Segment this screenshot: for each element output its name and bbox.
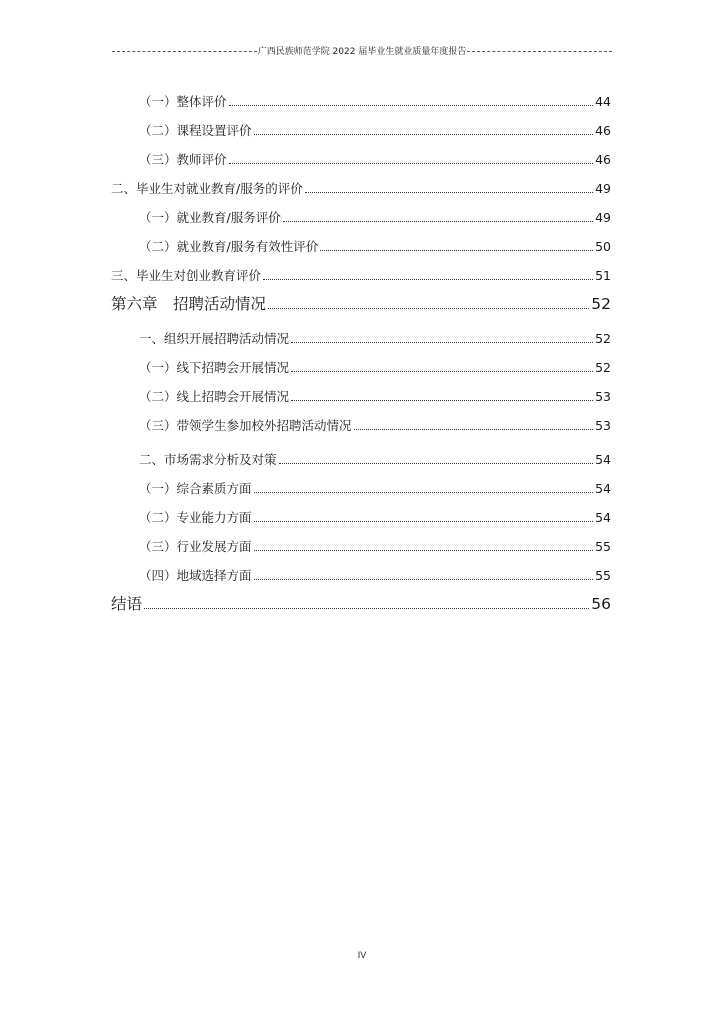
page-number: IV: [357, 950, 367, 960]
toc-entry-label: 第六章 招聘活动情况: [111, 295, 267, 313]
dot-leader: [354, 429, 594, 430]
toc-entry-label: （一）综合素质方面: [139, 481, 252, 496]
dot-leader: [263, 279, 593, 280]
toc-entry[interactable]: [139, 387, 611, 407]
toc-entry-label: （一）线下招聘会开展情况: [139, 360, 290, 375]
toc-entry-label: （二）就业教育/服务有效性评价: [139, 239, 319, 254]
toc-entry-label: （一）就业教育/服务评价: [139, 210, 281, 225]
dot-leader: [229, 105, 594, 106]
dot-leader: [229, 163, 594, 164]
toc-entry[interactable]: [139, 92, 611, 112]
toc-entry-page: 55: [595, 539, 611, 554]
dot-leader: [268, 308, 589, 309]
toc-entry-page: 53: [595, 418, 611, 433]
toc-entry-page: 54: [595, 510, 611, 525]
toc-entry-page: 52: [591, 295, 611, 313]
toc-entry-page: 53: [595, 389, 611, 404]
toc-entry[interactable]: [139, 450, 611, 470]
toc-entry[interactable]: [139, 479, 611, 499]
toc-entry-page: 55: [595, 568, 611, 583]
toc-entry[interactable]: [139, 566, 611, 586]
dot-leader: [254, 579, 594, 580]
toc-entry-label: （一）整体评价: [139, 94, 227, 109]
toc-entry-page: 56: [591, 595, 611, 613]
dot-leader: [291, 371, 593, 372]
toc-entry-label: （二）课程设置评价: [139, 123, 252, 138]
toc-entry-page: 49: [595, 210, 611, 225]
toc-entry[interactable]: [139, 416, 611, 436]
toc-entry-label: （二）线上招聘会开展情况: [139, 389, 290, 404]
toc-entry[interactable]: [139, 121, 611, 141]
dot-leader: [254, 492, 594, 493]
toc-entry-label: 一、组织开展招聘活动情况: [139, 331, 290, 346]
toc-entry-page: 54: [595, 452, 611, 467]
dot-leader: [291, 342, 593, 343]
toc-entry-label: （三）带领学生参加校外招聘活动情况: [139, 418, 352, 433]
toc-entry[interactable]: [139, 358, 611, 378]
toc-entry-label: （四）地域选择方面: [139, 568, 252, 583]
toc-entry[interactable]: [111, 266, 611, 286]
dot-leader: [254, 134, 594, 135]
toc-entry-page: 50: [595, 239, 611, 254]
toc-entry-page: 52: [595, 331, 611, 346]
dot-leader: [305, 192, 593, 193]
toc-entry-label: 结语: [111, 595, 143, 613]
toc-entry[interactable]: [111, 179, 611, 199]
toc-entry-page: 46: [595, 152, 611, 167]
toc-entry[interactable]: [139, 329, 611, 349]
dot-leader: [279, 463, 594, 464]
running-header: [112, 43, 612, 57]
toc-entry-label: （三）行业发展方面: [139, 539, 252, 554]
toc-entry-label: 二、市场需求分析及对策: [139, 452, 277, 467]
toc-chapter-entry[interactable]: [111, 292, 611, 316]
toc-entry-page: 46: [595, 123, 611, 138]
header-rule-left: [112, 51, 257, 52]
toc-entry[interactable]: [139, 150, 611, 170]
toc-entry-page: 54: [595, 481, 611, 496]
toc-entry[interactable]: [139, 508, 611, 528]
toc-chapter-entry[interactable]: [111, 592, 611, 616]
dot-leader: [320, 250, 593, 251]
header-rule-right: [467, 51, 612, 52]
toc-entry[interactable]: [139, 208, 611, 228]
toc-entry[interactable]: [139, 537, 611, 557]
toc-entry-label: （二）专业能力方面: [139, 510, 252, 525]
toc-entry-page: 49: [595, 181, 611, 196]
toc-entry-page: 51: [595, 268, 611, 283]
toc-entry[interactable]: [139, 237, 611, 257]
dot-leader: [283, 221, 593, 222]
dot-leader: [291, 400, 593, 401]
toc-entry-label: 二、毕业生对就业教育/服务的评价: [111, 181, 303, 196]
header-title: 广西民族师范学院 2022 届毕业生就业质量年度报告: [257, 46, 467, 57]
toc-entry-label: 三、毕业生对创业教育评价: [111, 268, 262, 283]
toc-entry-label: （三）教师评价: [139, 152, 227, 167]
dot-leader: [254, 521, 594, 522]
dot-leader: [144, 608, 589, 609]
dot-leader: [254, 550, 594, 551]
toc-entry-page: 44: [595, 94, 611, 109]
toc-entry-page: 52: [595, 360, 611, 375]
